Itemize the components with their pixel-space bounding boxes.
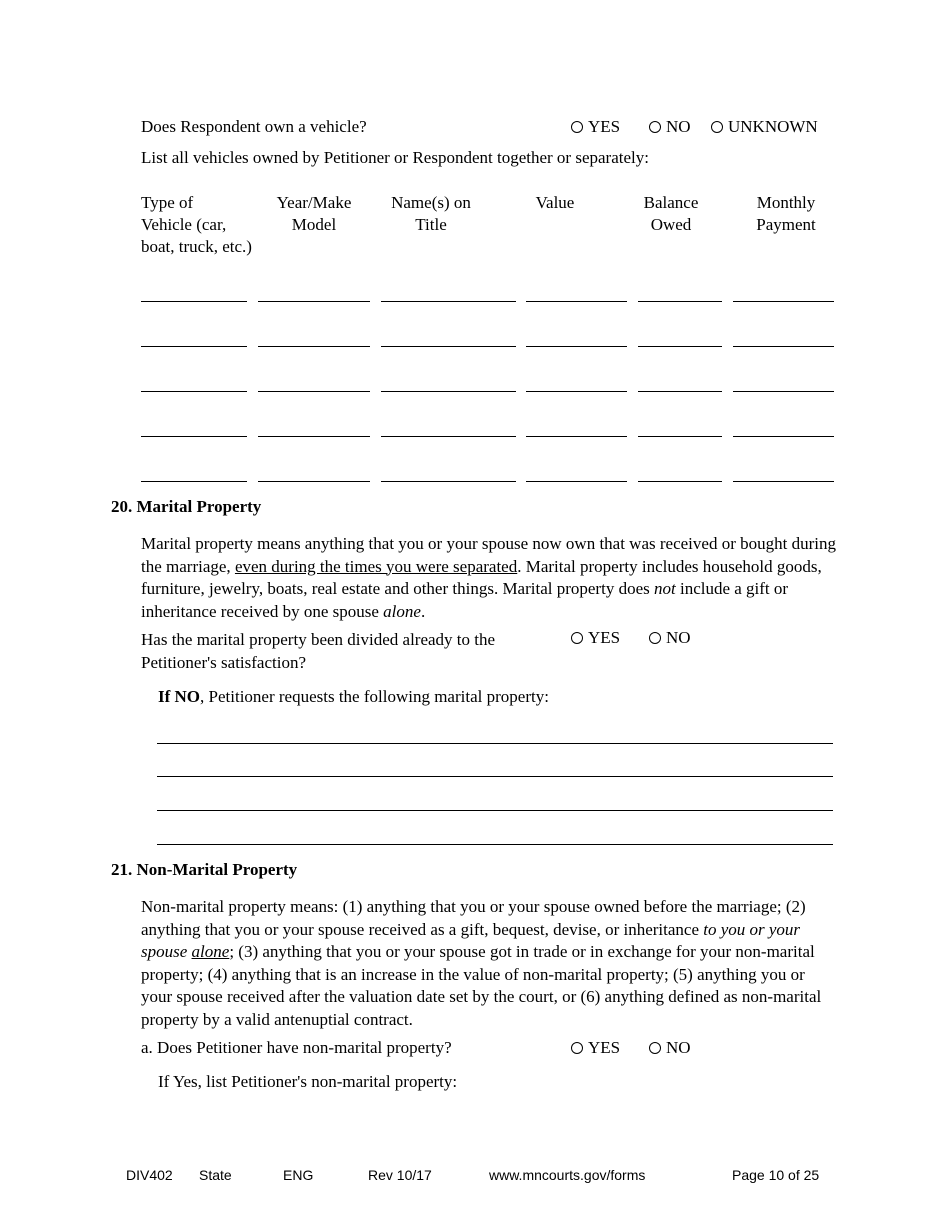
vehicle-blank-line[interactable] — [733, 391, 834, 392]
marital-property-line[interactable] — [157, 743, 833, 744]
vehicle-blank-line[interactable] — [141, 301, 247, 302]
vehicle-blank-line[interactable] — [526, 436, 627, 437]
vehicle-blank-line[interactable] — [141, 346, 247, 347]
vehicle-blank-line[interactable] — [638, 481, 722, 482]
header-monthly-payment: Monthly Payment — [756, 193, 816, 234]
non-marital-question-a: a. Does Petitioner have non-marital property? — [141, 1038, 452, 1057]
vehicle-blank-line[interactable] — [258, 436, 370, 437]
section-21-heading: 21. Non-Marital Property — [111, 860, 298, 879]
footer-revision: Rev 10/17 — [368, 1167, 432, 1183]
vehicle-option-yes[interactable]: YES — [571, 117, 620, 137]
radio-icon[interactable] — [649, 121, 661, 133]
radio-icon[interactable] — [571, 1042, 583, 1054]
footer-language: ENG — [283, 1167, 314, 1183]
footer-state: State — [199, 1167, 232, 1183]
vehicle-blank-line[interactable] — [141, 481, 247, 482]
vehicle-blank-line[interactable] — [258, 391, 370, 392]
header-names-on-title: Name(s) on Title — [391, 193, 471, 234]
radio-icon[interactable] — [649, 632, 661, 644]
header-vehicle-type: Type of Vehicle (car, boat, truck, etc.) — [141, 193, 252, 256]
vehicle-blank-line[interactable] — [381, 481, 516, 482]
vehicle-option-no[interactable]: NO — [649, 117, 691, 137]
non-marital-option-no[interactable]: NO — [649, 1038, 691, 1058]
radio-icon[interactable] — [571, 121, 583, 133]
footer-form-id: DIV402 — [126, 1167, 173, 1183]
radio-icon[interactable] — [711, 121, 723, 133]
marital-property-line[interactable] — [157, 776, 833, 777]
vehicle-blank-line[interactable] — [381, 346, 516, 347]
vehicle-option-unknown[interactable]: UNKNOWN — [711, 117, 818, 137]
vehicle-blank-line[interactable] — [141, 436, 247, 437]
vehicle-blank-line[interactable] — [638, 301, 722, 302]
vehicle-blank-line[interactable] — [526, 301, 627, 302]
vehicle-blank-line[interactable] — [733, 346, 834, 347]
radio-icon[interactable] — [571, 632, 583, 644]
vehicle-blank-line[interactable] — [258, 301, 370, 302]
vehicle-question-label: Does Respondent own a vehicle? — [141, 117, 367, 136]
vehicle-blank-line[interactable] — [526, 346, 627, 347]
header-year-make-model: Year/Make Model — [276, 193, 352, 234]
vehicle-blank-line[interactable] — [638, 346, 722, 347]
marital-property-line[interactable] — [157, 810, 833, 811]
footer-website[interactable]: www.mncourts.gov/forms — [489, 1167, 646, 1183]
marital-property-line[interactable] — [157, 844, 833, 845]
footer-page-number: Page 10 of 25 — [732, 1167, 820, 1183]
vehicle-list-instruction: List all vehicles owned by Petitioner or Respondent together or separately: — [141, 148, 649, 167]
vehicle-blank-line[interactable] — [141, 391, 247, 392]
if-yes-instruction: If Yes, list Petitioner's non-marital property: — [158, 1072, 458, 1091]
radio-icon[interactable] — [649, 1042, 661, 1054]
vehicle-blank-line[interactable] — [258, 481, 370, 482]
marital-divided-option-yes[interactable]: YES — [571, 628, 620, 648]
if-no-instruction: If NO, Petitioner requests the following marital property: — [158, 687, 549, 706]
vehicle-blank-line[interactable] — [638, 391, 722, 392]
vehicle-blank-line[interactable] — [526, 481, 627, 482]
vehicle-blank-line[interactable] — [381, 301, 516, 302]
vehicle-blank-line[interactable] — [638, 436, 722, 437]
header-value: Value — [535, 193, 575, 212]
section-20-paragraph: Marital property means anything that you or your spouse now own that was received or bought during the marriage, even during the times you were separated. Marital property includes household goods, furniture, jewelry, boats, real estate and other things. Marital property does not include a gift or inheritance received by one spouse alone. — [141, 534, 836, 621]
marital-divided-option-no[interactable]: NO — [649, 628, 691, 648]
vehicle-blank-line[interactable] — [258, 346, 370, 347]
vehicle-blank-line[interactable] — [381, 391, 516, 392]
vehicle-blank-line[interactable] — [381, 436, 516, 437]
section-21-paragraph: Non-marital property means: (1) anything that you or your spouse owned before the marriage; (2) anything that you or your spouse received as a gift, bequest, devise, or inheritance to you or your spouse alone; (3) anything that you or your spouse got in trade or in exchange for your non-marital property; (4) anything that is an increase in the value of non-marital property; (5) anything you or your spouse received after the valuation date set by the court, or (6) anything defined as non-marital property by a valid antenuptial contract. — [141, 897, 822, 1029]
marital-divided-question: Has the marital property been divided already to the Petitioner's satisfaction? — [141, 630, 496, 672]
vehicle-blank-line[interactable] — [733, 481, 834, 482]
vehicle-blank-line[interactable] — [526, 391, 627, 392]
section-20-heading: 20. Marital Property — [111, 497, 262, 516]
vehicle-blank-line[interactable] — [733, 301, 834, 302]
header-balance-owed: Balance Owed — [643, 193, 699, 234]
non-marital-option-yes[interactable]: YES — [571, 1038, 620, 1058]
vehicle-blank-line[interactable] — [733, 436, 834, 437]
